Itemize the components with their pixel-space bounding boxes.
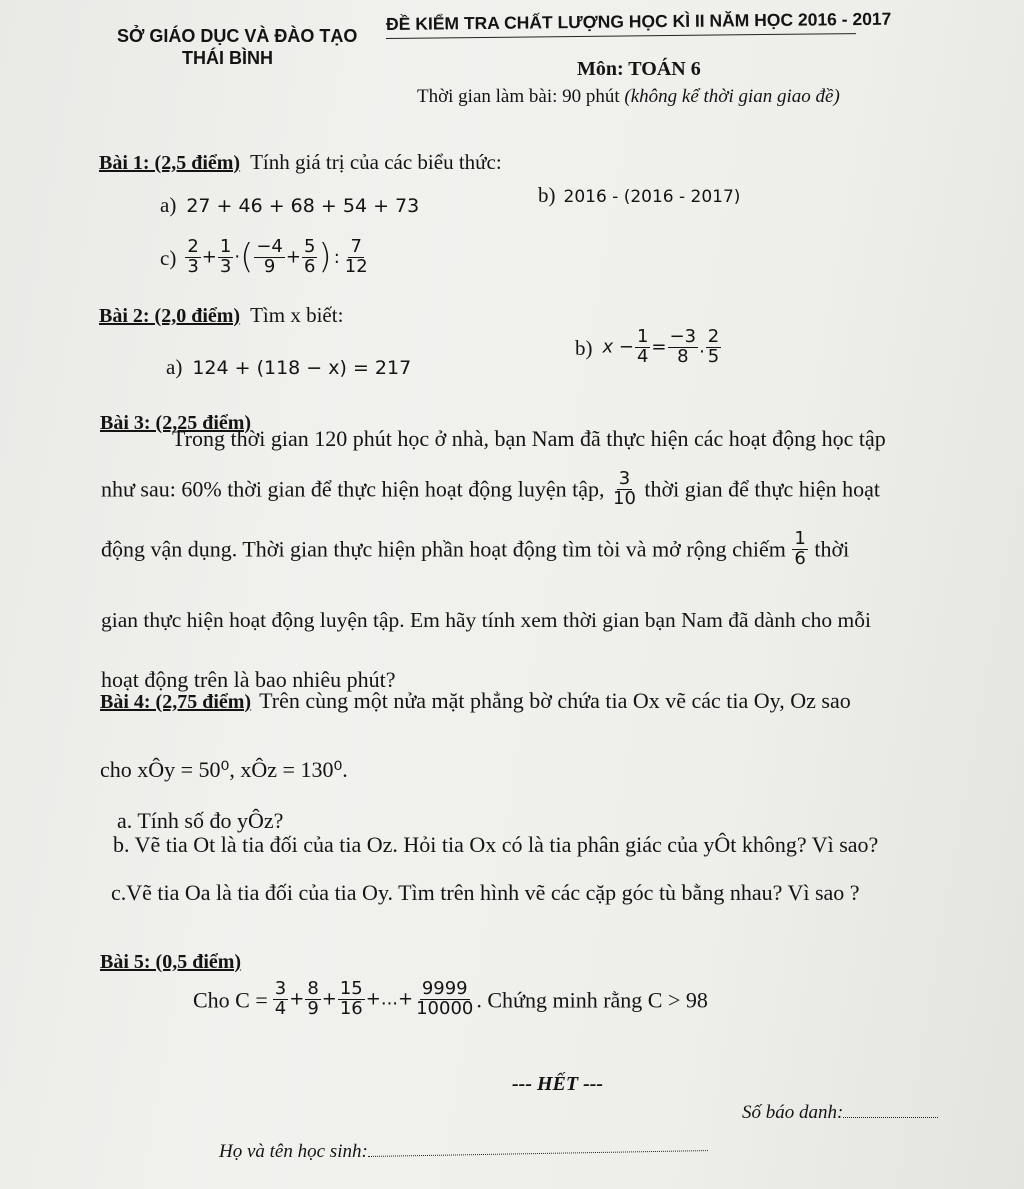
fraction [273,980,288,1019]
numerator: −4 [256,236,283,257]
bai3-line2 [101,470,880,509]
denominator: 6 [794,547,806,569]
end-marker: --- HẾT --- [512,1073,604,1095]
fraction [302,238,317,277]
candidate-number [742,1102,938,1124]
duration-line [417,86,840,108]
denominator: 9 [307,997,319,1019]
bai3-line1: Trong thời gian 120 phút học ở nhà, bạn Nam đã thực hiện các hoạt động học tập [172,426,886,451]
bai2-b-label: b) [575,336,593,361]
candidate-number-label: Số báo danh: [742,1102,844,1123]
fraction [668,328,699,367]
bai1-c-label: c) [160,246,177,271]
denominator: 10000 [416,997,474,1019]
variable: x − [602,336,634,358]
text: thời [814,536,850,562]
duration-note: (không kể thời gian giao đề) [624,86,840,107]
duration-text: Thời gian làm bài: 90 phút [417,86,620,107]
text: . Chứng minh rằng C > 98 [476,987,708,1013]
bai1-instruction: Tính giá trị của các biểu thức: [250,150,502,174]
bai1-b-label: b) [538,183,556,207]
bai3-line5: hoạt động trên là bao nhiêu phút? [101,667,396,692]
bai2-instruction: Tìm x biết: [250,303,344,327]
province-name: THÁI BÌNH [182,48,273,68]
text: Cho C = [193,987,268,1013]
operator: + [321,988,337,1010]
numerator: 8 [307,978,319,999]
numerator: 9999 [421,978,468,999]
denominator: 16 [339,997,363,1019]
fraction [635,328,650,367]
numerator: 3 [274,978,287,999]
fraction [343,238,370,277]
paren: ) [318,237,332,278]
student-name [219,1141,708,1163]
bai5-expr [272,978,477,1019]
bai2-a [166,355,411,380]
text: như sau: 60% thời gian để thực hiện hoạt động luyện tập, [101,476,605,502]
denominator: 10 [613,487,636,509]
student-name-label: Họ và tên học sinh: [219,1141,368,1162]
denominator: 12 [344,255,368,277]
bai4-question-a: a. Tính số đo yÔz? [117,808,284,833]
text: động vận dụng. Thời gian thực hiện phần hoạt động tìm tòi và mở rộng chiếm [101,536,786,562]
bai4-intro: Trên cùng một nửa mặt phẳng bờ chứa tia Ox vẽ các tia Oy, Oz sao [259,688,851,713]
bai2-a-expr: 124 + (118 − x) = 217 [192,357,412,379]
fraction [792,530,807,569]
bai1-c-expr [184,236,370,278]
denominator: 8 [677,345,689,367]
candidate-number-blank [843,1117,938,1118]
bai4-question-c: c.Vẽ tia Oa là tia đối của tia Oy. Tìm trên hình vẽ các cặp góc tù bằng nhau? Vì sao ? [111,880,860,905]
department-name: SỞ GIÁO DỤC VÀ ĐÀO TẠO [117,26,358,46]
numerator: 1 [219,236,232,257]
denominator: 3 [219,255,232,277]
operator: = [651,336,667,358]
numerator: 15 [339,978,363,999]
fraction [338,980,365,1019]
bai3-line4: gian thực hiện hoạt động luyện tập. Em hãy tính xem thời gian bạn Nam đã dành cho mỗi [101,608,871,632]
subject-line: Môn: TOÁN 6 [577,58,701,80]
operator: + [201,246,217,268]
fraction [218,238,233,277]
bai5-statement [193,980,708,1019]
bai2-b [575,328,722,367]
denominator: 9 [263,255,276,277]
denominator: 3 [187,255,199,277]
fraction [414,980,475,1019]
fraction [185,238,200,277]
bai4-heading [100,688,851,714]
numerator: −3 [669,326,697,347]
bai1-a-label: a) [160,193,177,217]
denominator: 4 [636,345,649,367]
numerator: 1 [794,528,806,549]
numerator: 3 [618,468,631,489]
exam-title: ĐỀ KIỂM TRA CHẤT LƯỢNG HỌC KÌ II NĂM HỌC 2016 - 2017 [386,8,892,34]
operator: . [699,336,705,358]
numerator: 2 [187,236,199,257]
bai2-a-label: a) [166,355,183,379]
operator: + [285,246,301,268]
student-name-blank [368,1150,708,1157]
operator: : [333,246,340,268]
bai1-title: Bài 1: (2,5 điểm) [99,152,241,174]
bai3-line3 [101,530,849,569]
bai1-a-expr: 27 + 46 + 68 + 54 + 73 [186,195,420,217]
numerator: 2 [707,326,720,347]
bai1-b-expr: 2016 - (2016 - 2017) [563,187,741,207]
fraction [706,328,721,367]
bai2-title: Bài 2: (2,0 điểm) [99,305,241,327]
bai2-heading [99,303,343,328]
operator: + [289,988,305,1010]
bai1-b [538,183,740,208]
operator: +...+ [365,988,414,1010]
fraction [305,980,320,1019]
fraction [254,238,285,277]
bai4-line2: cho xÔy = 50⁰, xÔz = 130⁰. [100,757,348,782]
bai4-title: Bài 4: (2,75 điểm) [100,691,252,713]
paren: ( [240,237,254,278]
bai3-title: Bài 3: (2,25 điểm) [100,412,252,434]
bai1-c [160,238,371,277]
numerator: 7 [350,236,362,257]
bai2-b-expr [602,326,723,367]
bai5-title: Bài 5: (0,5 điểm) [100,951,242,973]
bai1-heading [99,150,502,175]
denominator: 4 [274,997,287,1019]
bai1-a [160,193,419,218]
denominator: 5 [707,345,720,367]
text: thời gian để thực hiện hoạt [644,476,880,502]
denominator: 6 [303,255,316,277]
numerator: 5 [303,236,316,257]
operator: · [234,246,241,268]
numerator: 1 [636,326,649,347]
fraction [611,470,638,509]
bai4-question-b: b. Vẽ tia Ot là tia đối của tia Oz. Hỏi tia Ox có là tia phân giác của yÔt không? Vì sao? [113,832,879,857]
